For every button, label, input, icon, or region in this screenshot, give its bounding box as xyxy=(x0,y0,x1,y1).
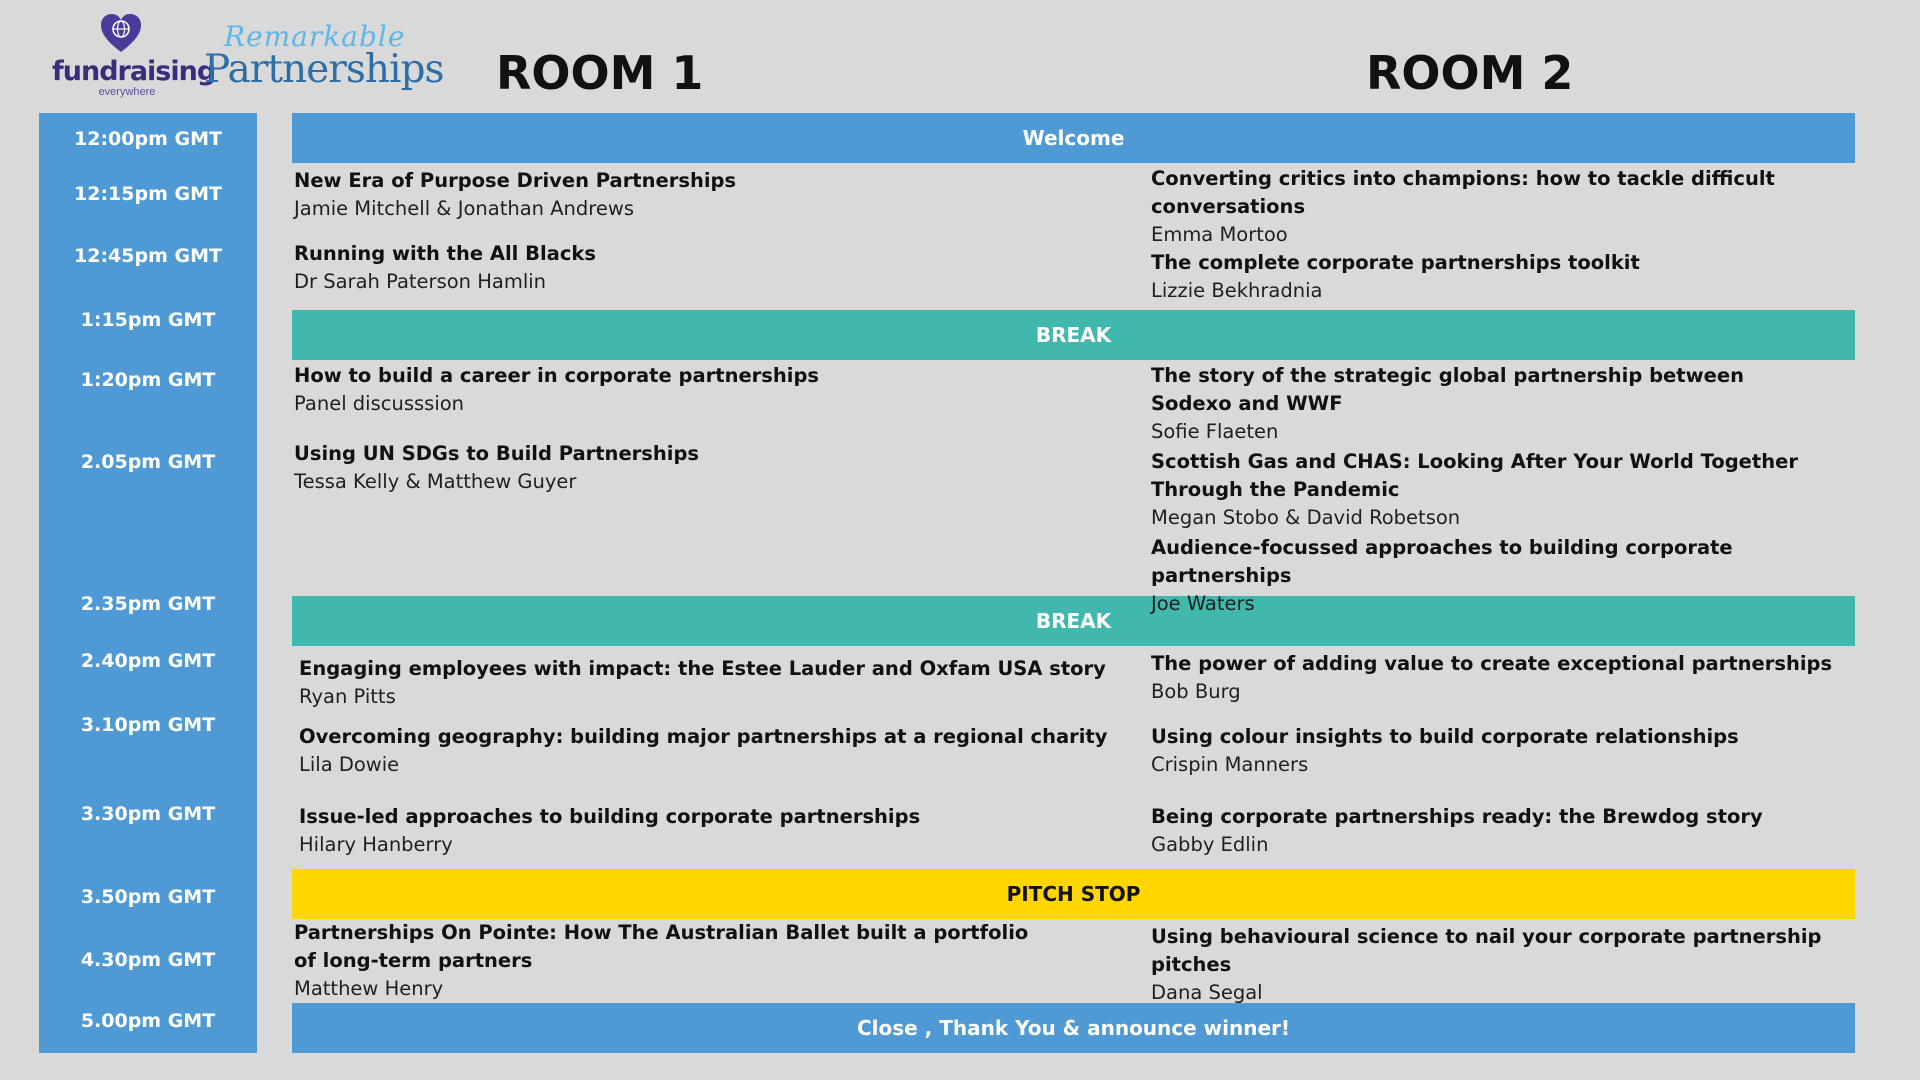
session-speaker: Crispin Manners xyxy=(1151,753,1309,776)
room2-session xyxy=(1151,448,1851,532)
session-speaker: Lila Dowie xyxy=(299,753,400,776)
session-speaker: Lizzie Bekhradnia xyxy=(1151,279,1323,302)
session-title: Being corporate partnerships ready: the Brewdog story xyxy=(1151,805,1763,828)
time-slot: 12:00pm GMT xyxy=(74,128,222,150)
room1-session xyxy=(294,919,1034,1003)
room1-session xyxy=(294,362,1094,418)
session-speaker: Emma Mortoo xyxy=(1151,223,1288,246)
session-speaker: Sofie Flaeten xyxy=(1151,420,1279,443)
session-title: How to build a career in corporate partnerships xyxy=(294,364,820,387)
heart-globe-icon xyxy=(99,12,143,56)
time-slot: 1:15pm GMT xyxy=(80,309,216,331)
time-slot: 12:45pm GMT xyxy=(74,245,222,267)
session-speaker: Bob Burg xyxy=(1151,680,1241,703)
room2-session xyxy=(1151,362,1811,446)
time-slot: 2.35pm GMT xyxy=(80,593,216,615)
session-title: New Era of Purpose Driven Partnerships xyxy=(294,169,737,192)
room1-session xyxy=(294,240,1094,296)
session-title: Running with the All Blacks xyxy=(294,242,596,265)
room1-session xyxy=(294,167,1094,223)
time-slot: 1:20pm GMT xyxy=(80,369,216,391)
session-title: The story of the strategic global partnership between Sodexo and WWF xyxy=(1151,364,1744,415)
fundraising-logo-word: fundraising xyxy=(52,56,216,87)
break-band: BREAK xyxy=(292,310,1855,360)
room1-session xyxy=(299,655,1129,711)
remarkable-partnerships-logo xyxy=(204,20,444,100)
session-speaker: Jamie Mitchell & Jonathan Andrews xyxy=(294,197,634,220)
time-slot: 2.40pm GMT xyxy=(80,650,216,672)
session-title: Audience-focussed approaches to building corporate partnerships xyxy=(1151,536,1733,587)
room2-session xyxy=(1151,534,1861,618)
room1-session xyxy=(294,440,1094,496)
fundraising-logo-tagline: everywhere xyxy=(98,86,156,98)
session-title: The power of adding value to create exceptional partnerships xyxy=(1151,652,1833,675)
room2-session xyxy=(1151,723,1851,779)
time-slot: 3.30pm GMT xyxy=(80,803,216,825)
session-speaker: Joe Waters xyxy=(1151,592,1255,615)
session-title: Converting critics into champions: how to tackle difficult conversations xyxy=(1151,167,1775,218)
room1-session xyxy=(299,723,1129,779)
session-speaker: Panel discusssion xyxy=(294,392,465,415)
room1-session xyxy=(299,803,1129,859)
session-title: The complete corporate partnerships toolkit xyxy=(1151,251,1640,274)
room2-session xyxy=(1151,650,1851,706)
session-title: Using colour insights to build corporate relationships xyxy=(1151,725,1739,748)
session-speaker: Hilary Hanberry xyxy=(299,833,453,856)
time-slot: 3.10pm GMT xyxy=(80,714,216,736)
session-title: Scottish Gas and CHAS: Looking After Your World Together Through the Pandemic xyxy=(1151,450,1798,501)
room1-heading: ROOM 1 xyxy=(496,46,704,100)
session-speaker: Ryan Pitts xyxy=(299,685,396,708)
time-slot: 3.50pm GMT xyxy=(80,886,216,908)
close-band: Close , Thank You & announce winner! xyxy=(292,1003,1855,1053)
time-slot: 12:15pm GMT xyxy=(74,183,222,205)
fundraising-everywhere-logo xyxy=(52,12,216,98)
room2-session xyxy=(1151,803,1851,859)
session-title: Using UN SDGs to Build Partnerships xyxy=(294,442,700,465)
room2-session xyxy=(1151,923,1861,1007)
time-slot: 2.05pm GMT xyxy=(80,451,216,473)
partnerships-word: Partnerships xyxy=(204,47,444,92)
session-speaker: Matthew Henry xyxy=(294,977,444,1000)
room2-heading: ROOM 2 xyxy=(1366,46,1574,100)
remarkable-script: Remarkable xyxy=(224,20,406,53)
time-slot: 5.00pm GMT xyxy=(80,1010,216,1032)
session-speaker: Megan Stobo & David Robetson xyxy=(1151,506,1461,529)
session-title: Partnerships On Pointe: How The Australian Ballet built a portfolio of long-term partners xyxy=(294,921,1029,972)
session-title: Engaging employees with impact: the Estee Lauder and Oxfam USA story xyxy=(299,657,1106,680)
session-speaker: Dr Sarah Paterson Hamlin xyxy=(294,270,547,293)
session-speaker: Dana Segal xyxy=(1151,981,1263,1004)
time-slot: 4.30pm GMT xyxy=(80,949,216,971)
session-title: Using behavioural science to nail your corporate partnership pitches xyxy=(1151,925,1822,976)
welcome-band: Welcome xyxy=(292,113,1855,163)
break-band: BREAK xyxy=(292,596,1855,646)
room2-session xyxy=(1151,165,1791,249)
room2-session xyxy=(1151,249,1851,305)
session-title: Overcoming geography: building major partnerships at a regional charity xyxy=(299,725,1108,748)
session-speaker: Gabby Edlin xyxy=(1151,833,1269,856)
session-speaker: Tessa Kelly & Matthew Guyer xyxy=(294,470,577,493)
session-title: Issue-led approaches to building corporate partnerships xyxy=(299,805,921,828)
pitch-stop-band: PITCH STOP xyxy=(292,869,1855,919)
